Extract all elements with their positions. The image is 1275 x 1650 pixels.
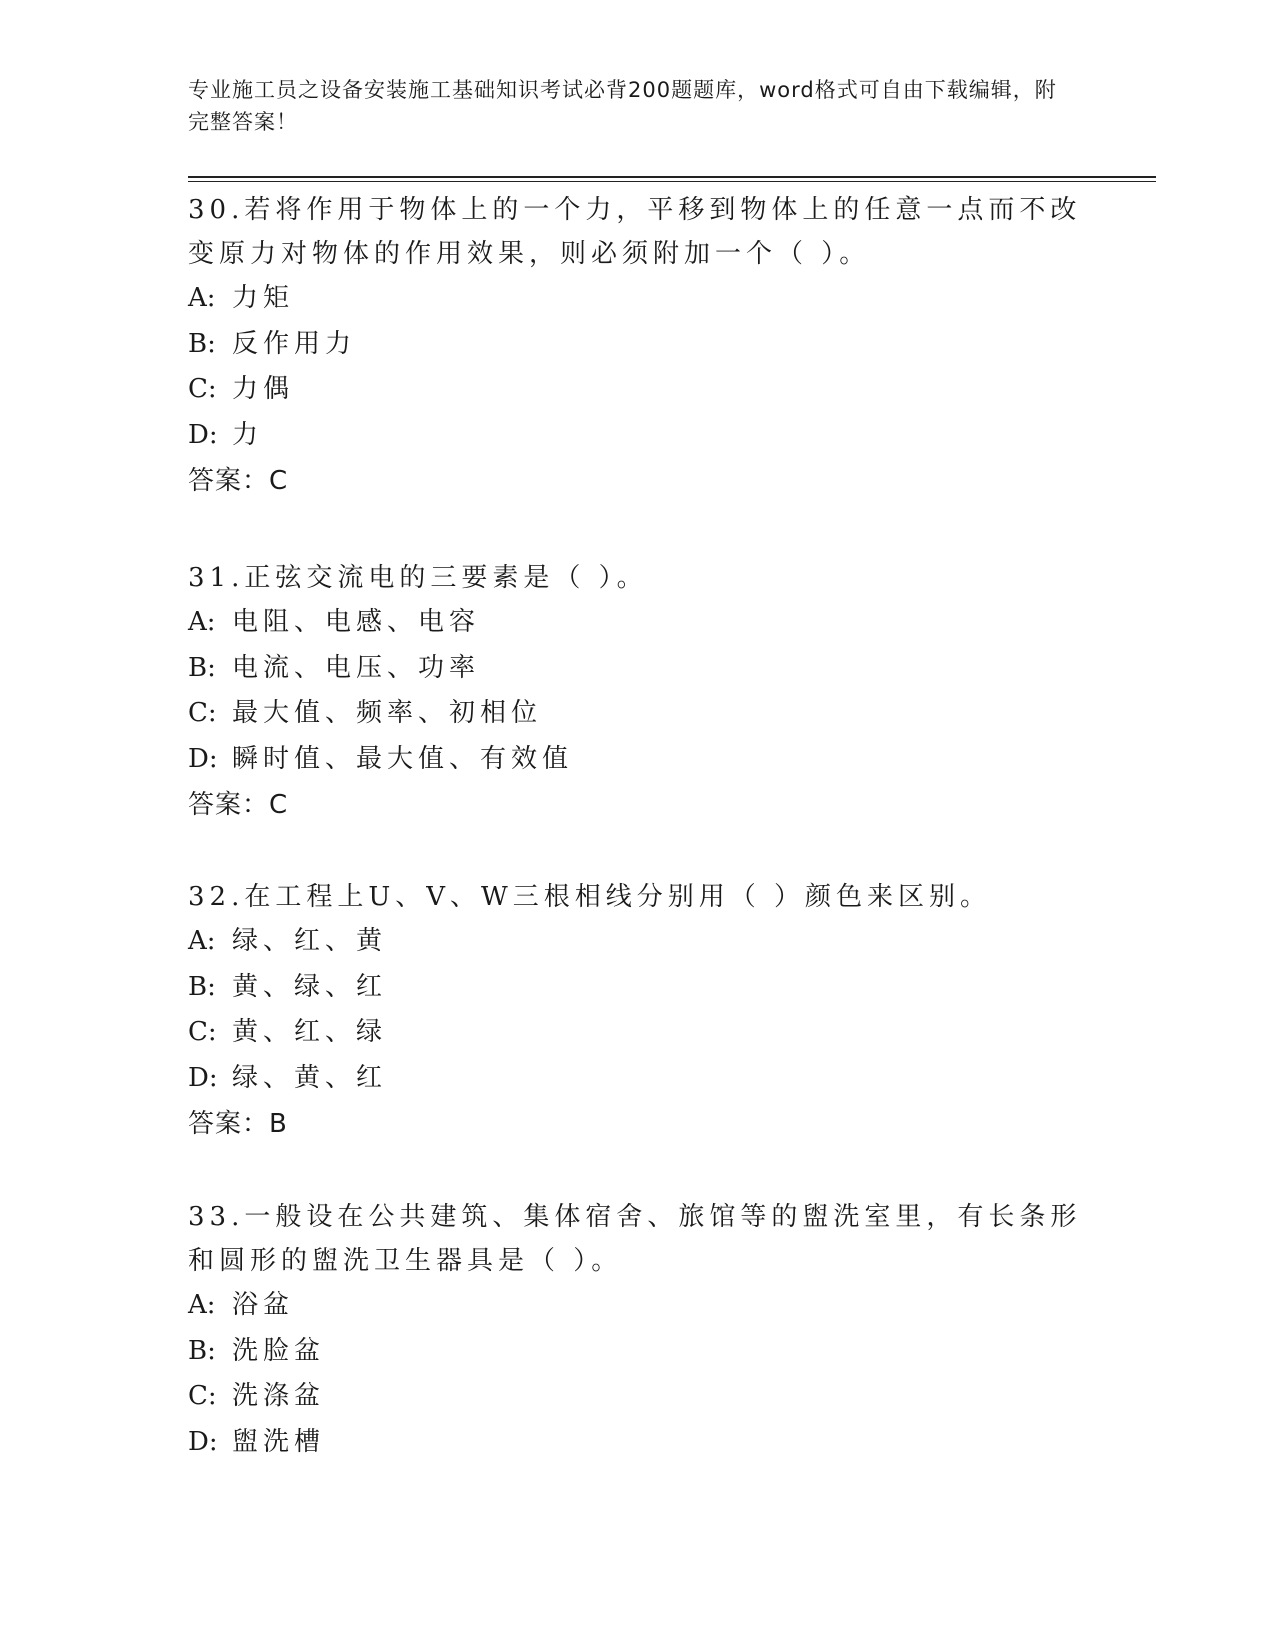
option-a (188, 276, 1088, 322)
option-text: 电流、电压、功率 (232, 652, 481, 683)
option-key: B: (188, 652, 216, 683)
answer-line: 答案：B (188, 1109, 288, 1139)
question-30 (188, 188, 1088, 504)
option-d (188, 737, 1088, 783)
option-c (188, 691, 1088, 737)
document-header: 专业施工员之设备安装施工基础知识考试必背200题题库，word格式可自由下载编辑，附完整答案！ (188, 78, 1057, 134)
option-b (188, 1329, 1088, 1375)
answer-line: 答案：C (188, 790, 289, 820)
option-a (188, 919, 1088, 965)
option-text: 洗涤盆 (232, 1381, 326, 1411)
option-text: 最大值、频率、初相位 (232, 698, 543, 728)
option-b (188, 646, 1088, 692)
option-text: 电阻、电感、电容 (232, 607, 481, 637)
option-key: D: (188, 743, 218, 774)
option-key: A: (188, 1290, 216, 1320)
option-text: 盥洗槽 (232, 1426, 326, 1457)
option-key: C: (188, 1381, 217, 1411)
option-text: 绿、红、黄 (232, 926, 388, 956)
option-key: A: (188, 283, 216, 313)
option-a (188, 1283, 1088, 1329)
option-d (188, 1056, 1088, 1102)
option-text: 力偶 (232, 374, 295, 404)
option-text: 瞬时值、最大值、有效值 (232, 743, 574, 774)
header-divider-thin (188, 181, 1156, 182)
option-d (188, 413, 1088, 459)
option-text: 反作用力 (232, 328, 357, 359)
option-key: D: (188, 1426, 218, 1457)
option-key: D: (188, 419, 218, 450)
option-c (188, 1374, 1088, 1420)
option-key: B: (188, 1335, 216, 1366)
option-text: 力矩 (232, 283, 295, 313)
option-d (188, 1420, 1088, 1466)
answer-line: 答案：C (188, 466, 289, 496)
option-c (188, 367, 1088, 413)
option-b (188, 965, 1088, 1011)
option-text: 绿、黄、红 (232, 1062, 388, 1093)
option-key: A: (188, 607, 216, 637)
header-divider (188, 176, 1156, 178)
question-stem: 33.一般设在公共建筑、集体宿舍、旅馆等的盥洗室里，有长条形和圆形的盥洗卫生器具是（ ）。 (188, 1202, 1082, 1276)
question-stem: 30.若将作用于物体上的一个力，平移到物体上的任意一点而不改变原力对物体的作用效果，则必须附加一个（ ）。 (188, 195, 1082, 269)
option-text: 浴盆 (232, 1290, 295, 1320)
option-c (188, 1010, 1088, 1056)
option-b (188, 322, 1088, 368)
question-33 (188, 1195, 1088, 1465)
option-key: D: (188, 1062, 218, 1093)
option-a (188, 600, 1088, 646)
option-text: 黄、红、绿 (232, 1017, 388, 1047)
question-32 (188, 875, 1088, 1147)
option-key: A: (188, 926, 216, 956)
option-text: 黄、绿、红 (232, 971, 388, 1002)
option-key: B: (188, 971, 216, 1002)
option-text: 力 (232, 419, 264, 450)
option-key: C: (188, 1017, 217, 1047)
option-text: 洗脸盆 (232, 1335, 326, 1366)
question-31 (188, 556, 1088, 828)
option-key: C: (188, 698, 217, 728)
question-stem: 32.在工程上U、V、W三根相线分别用（ ）颜色来区别。 (188, 882, 992, 912)
question-stem: 31.正弦交流电的三要素是（ ）。 (188, 563, 648, 593)
option-key: C: (188, 374, 217, 404)
option-key: B: (188, 328, 216, 359)
